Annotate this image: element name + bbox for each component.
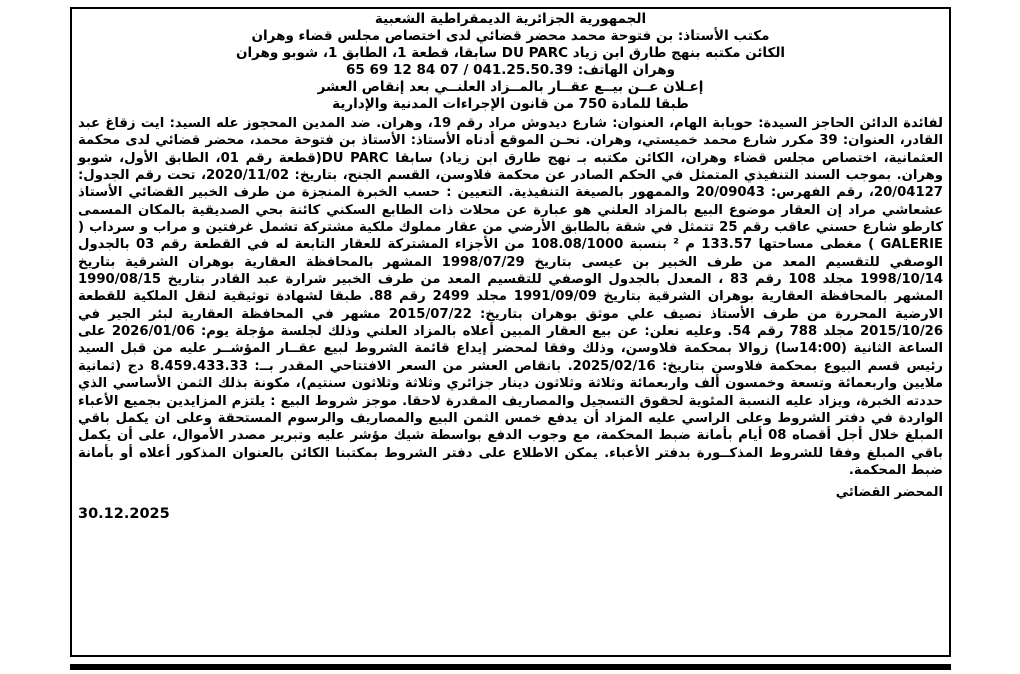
office-line: مكتب الأستاذ: بن فتوحة محمد محضر قضائي لدى اختصاص مجلس قضاء وهران xyxy=(251,28,770,44)
legal-notice xyxy=(78,11,943,524)
announcement-title: إعـلان عــن بيــع عقــار بالمــزاد العلنــي بعد إنقاص العشر xyxy=(317,79,704,95)
notice-date: 30.12.2025 xyxy=(78,506,170,523)
bottom-rule xyxy=(70,664,951,670)
notice-paragraph: لفائدة الدائن الحاجز السيدة: حوبابة الهام، العنوان: شارع ديدوش مراد رقم 19، وهران. ضد المدين المحجوز عله السيد: ايت زقاغ عبد القادر، العنوان: 39 مكرر شارع محمد خميستي، وهران. نحـن الموقع أدناه الأستاذ: الأستاذ بن فتوحة محمد، محضر قضائي لدى محكمة العثمانية، اختصاص مجلس قضاء وهران، الكائن مكتبه بـ نهج طارق ابن زياد) سابقا DU PARC(قطعة رقم 01، الطابق الأول، شوبو وهران. بموجب السند التنفيذي المتمثل في الحكم الصادر عن محكمة فلاوسن، القسم الجنح، بتاريخ: 2020/11/02، تحت رقم الجدول: 20/04127، رقم الفهرس: 20/09043 والممهور بالصيغة التنفيذية. التعيين : حسب الخبرة المنجزة من طرف الخبير القضائي الأستاذ عشعاشي مراد إن العقار موضوع البيع بالمزاد العلني هو عبارة عن محلات ذات الطابع السكني كائنة بحي الصديقية بالمكان المسمى كارطو شارع حسني عاقب رقم 25 تتمثل في شقة بالطابق الأرضي من عقار مملوك ملكية مشتركة تشمل غرفتين و مراب و سرداب ( GALERIE ) مغطى مساحتها 133.57 م ² بنسبة 108.08/1000 من الأجزاء المشتركة للعقار التابعة له في القطعة رقم 03 بالجدول الوصفي للتقسيم المعد من طرف الخبير بن عيسى بتاريخ 1998/07/29 المشهر بالمحافظة العقارية بوهران الشرقية بتاريخ 1998/10/14 مجلد 108 رقم 83 ، المعدل بالجدول الوصفي للتقسيم المعد من طرف الخبير شرارة عبد القادر بتاريخ 1990/08/15 المشهر بالمحافظة العقارية بوهران الشرقية بتاريخ 1991/09/09 مجلد 2499 رقم 88. طبقا لشهادة توثيقية لنقل الملكية للقطعة الارضية المحررة من طرف الأستاذ نصيف علي موثق بوهران بتاريخ: 2015/07/22 مشهر في المحافظة العقارية لبئر الجير في 2015/10/26 مجلد 788 رقم 54. وعليه نعلن: عن بيع العقار المبين أعلاه بالمزاد العلني وذلك لجلسة مؤجلة يوم: 2026/01/06 على الساعة الثانية (14:00سا) زوالا بمحكمة فلاوسن، وذلك وفقا لمحضر إيداع قائمة الشروط لبيع عقــار المؤشــر عليه من قبل السيد رئيس قسم البيوع بمحكمة فلاوسن بتاريخ: 2025/02/16. بانقاص العشر من السعر الافتتاحي المقدر بــ: 8.459.433.33 دج (ثمانية ملايين واربعمائة وتسعة وخمسون ألف واربعمائة وثلاثة وثلاثون دينار جزائري وثلاثة وثلاثون سنتيم)، مكونة بذلك الثمن الأساسي الذي حددته الخبرة، ويزاد عليه النسبة المئوية لحقوق التسجيل والمصاريف المقدرة لاحقا. موجز شروط البيع : يلتزم المزايدين بجميع الأعباء الواردة في دفتر الشروط وعلى الراسي عليه المزاد أن يدفع خمس الثمن البيع والمصاريف والرسوم المستحقة وعلى ان يكمل باقي المبلغ خلال أجل أقصاه 08 أيام بأمانة ضبط المحكمة، مع وجوب الدفع بواسطة شيك مؤشر عليه وتبرير مصدر الأموال، على أن يكمل باقي المبلغ وفقا للشروط المذكــورة بدفتر الأعباء. يمكن الاطلاع على دفتر الشروط بمكتبنا الكائن بالعنوان المذكور أعلاه أو بأمانة ضبط المحكمة. xyxy=(78,116,944,478)
signature-title: المحضر القضائي xyxy=(835,485,943,501)
notice-body xyxy=(78,115,943,479)
republic-title: الجمهورية الجزائرية الديمقراطية الشعبية xyxy=(374,11,647,27)
legal-notice-frame xyxy=(70,7,951,657)
office-address: الكائن مكتبه بنهج طارق ابن زياد DU PARC سابقا، قطعة 1، الطابق 1، شوبو وهران xyxy=(235,45,786,61)
office-phone: وهران الهاتف: 041.25.50.39 / 07 84 12 69 65 xyxy=(345,62,675,78)
legal-reference: طبقا للمادة 750 من قانون الإجراءات المدنية والإدارية xyxy=(332,96,689,112)
